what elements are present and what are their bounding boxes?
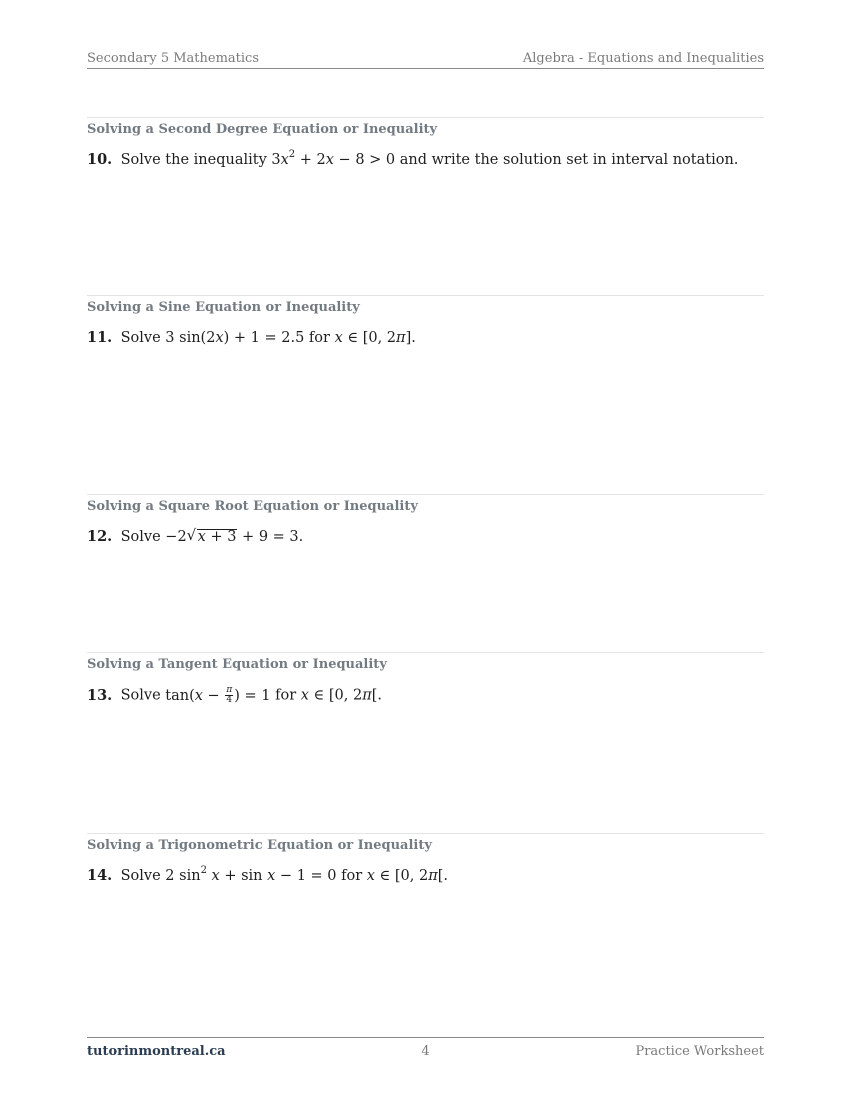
- math-domain: x ∈ [0, 2π].: [334, 330, 416, 346]
- problem-text-before: Solve: [120, 330, 161, 346]
- problem-number: 14.: [87, 867, 113, 884]
- problem-text-before: Solve: [120, 868, 161, 884]
- header-course-title: Secondary 5 Mathematics: [87, 51, 260, 66]
- page-footer: [87, 1037, 764, 1062]
- section-title: Solving a Second Degree Equation or Inequality: [87, 122, 438, 137]
- section-title: Solving a Square Root Equation or Inequality: [87, 499, 418, 514]
- section-second-degree: [87, 117, 764, 168]
- footer-site-name: tutorinmontreal.ca: [87, 1044, 226, 1059]
- math-expression: $3x^2 + 2x - 8 > 0$: [271, 149, 396, 168]
- section-square-root: [87, 494, 764, 545]
- problem-text-before: Solve the inequality: [120, 152, 267, 168]
- problem-number: 11.: [87, 329, 113, 346]
- problem-text-after: for: [341, 868, 363, 884]
- math-expression: tan(x − $\frac{\pi}{4}$ ) = 1: [165, 685, 271, 705]
- footer-worksheet-label: Practice Worksheet: [635, 1044, 764, 1059]
- section-title: Solving a Sine Equation or Inequality: [87, 300, 360, 315]
- section-title: Solving a Tangent Equation or Inequality: [87, 657, 387, 672]
- section-title: Solving a Trigonometric Equation or Inequality: [87, 838, 432, 853]
- problem-number: 13.: [87, 686, 113, 704]
- problem-text-after: for: [275, 687, 297, 704]
- problem-number: 12.: [87, 528, 113, 545]
- page-header: [87, 50, 764, 69]
- section-tangent: [87, 652, 764, 705]
- problem-text-after: for: [308, 330, 330, 346]
- problem-10: [87, 151, 738, 169]
- section-sine: [87, 295, 764, 346]
- problem-text-before: Solve: [120, 687, 161, 704]
- problem-11: [87, 329, 416, 347]
- footer-page-number: 4: [421, 1044, 430, 1059]
- math-expression: 2 $\sin^2 x + \sin x - 1 = 0$: [165, 865, 337, 884]
- math-expression: −2 √ x + 3 + 9 = 3.: [165, 526, 304, 545]
- header-topic-title: Algebra - Equations and Inequalities: [522, 51, 764, 66]
- math-expression: 3 sin(2x) + 1 = 2.5: [165, 330, 305, 346]
- problem-14: [87, 867, 448, 885]
- problem-text-before: Solve: [120, 529, 161, 545]
- problem-13: [87, 686, 382, 705]
- math-domain: x ∈ [0, 2π[.: [366, 868, 449, 884]
- math-domain: x ∈ [0, 2π[.: [300, 687, 383, 704]
- problem-12: [87, 528, 303, 546]
- problem-text-after: and write the solution set in interval notation.: [399, 152, 739, 168]
- problem-number: 10.: [87, 151, 113, 168]
- section-trigonometric: [87, 833, 764, 884]
